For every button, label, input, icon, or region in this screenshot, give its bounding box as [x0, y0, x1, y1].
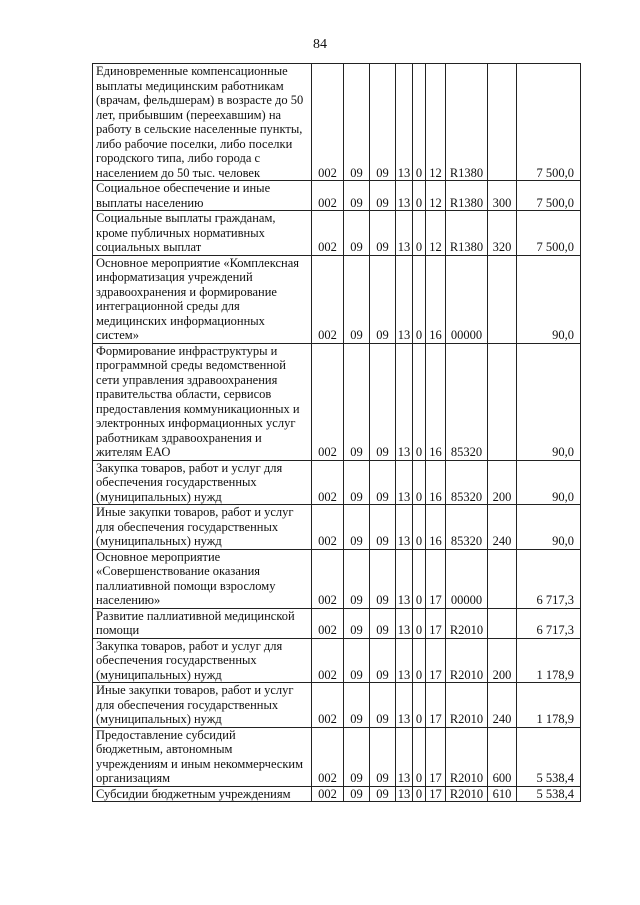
subprogram-code: 0	[413, 608, 426, 638]
subsection-code: 09	[370, 727, 396, 786]
expense-type-code: 600	[488, 727, 517, 786]
section-code: 09	[344, 181, 370, 211]
ministry-code: 002	[312, 683, 344, 728]
table-row	[93, 638, 581, 683]
subsection-code: 09	[370, 608, 396, 638]
subprogram-code: 0	[413, 638, 426, 683]
row-name: Социальные выплаты гражданам, кроме публичных нормативных социальных выплат	[93, 211, 312, 256]
event-code: 17	[426, 727, 446, 786]
program-code: 13	[396, 505, 413, 550]
subsection-code: 09	[370, 505, 396, 550]
event-code: 16	[426, 343, 446, 460]
program-code: 13	[396, 608, 413, 638]
amount: 7 500,0	[517, 211, 581, 256]
subprogram-code: 0	[413, 64, 426, 181]
direction-code: 85320	[446, 343, 488, 460]
subprogram-code: 0	[413, 343, 426, 460]
subsection-code: 09	[370, 343, 396, 460]
subprogram-code: 0	[413, 255, 426, 343]
amount: 5 538,4	[517, 786, 581, 802]
table-row	[93, 683, 581, 728]
expense-type-code	[488, 255, 517, 343]
row-name: Иные закупки товаров, работ и услуг для обеспечения государственных (муниципальных) нужд	[93, 683, 312, 728]
program-code: 13	[396, 683, 413, 728]
event-code: 17	[426, 549, 446, 608]
program-code: 13	[396, 343, 413, 460]
direction-code: R2010	[446, 727, 488, 786]
ministry-code: 002	[312, 211, 344, 256]
expense-type-code	[488, 608, 517, 638]
ministry-code: 002	[312, 549, 344, 608]
section-code: 09	[344, 727, 370, 786]
event-code: 17	[426, 608, 446, 638]
direction-code: 85320	[446, 460, 488, 505]
program-code: 13	[396, 727, 413, 786]
direction-code: R1380	[446, 211, 488, 256]
amount: 1 178,9	[517, 683, 581, 728]
section-code: 09	[344, 549, 370, 608]
event-code: 16	[426, 505, 446, 550]
subprogram-code: 0	[413, 786, 426, 802]
expense-type-code: 320	[488, 211, 517, 256]
direction-code: 00000	[446, 255, 488, 343]
row-name: Закупка товаров, работ и услуг для обеспечения государственных (муниципальных) нужд	[93, 460, 312, 505]
subsection-code: 09	[370, 786, 396, 802]
subsection-code: 09	[370, 460, 396, 505]
section-code: 09	[344, 460, 370, 505]
table-row	[93, 549, 581, 608]
expense-type-code	[488, 343, 517, 460]
ministry-code: 002	[312, 638, 344, 683]
subprogram-code: 0	[413, 181, 426, 211]
subprogram-code: 0	[413, 505, 426, 550]
section-code: 09	[344, 786, 370, 802]
direction-code: R1380	[446, 64, 488, 181]
ministry-code: 002	[312, 181, 344, 211]
program-code: 13	[396, 786, 413, 802]
table-row	[93, 181, 581, 211]
row-name: Социальное обеспечение и иные выплаты населению	[93, 181, 312, 211]
expense-type-code: 200	[488, 460, 517, 505]
amount: 90,0	[517, 460, 581, 505]
table-row	[93, 505, 581, 550]
amount: 1 178,9	[517, 638, 581, 683]
program-code: 13	[396, 255, 413, 343]
section-code: 09	[344, 64, 370, 181]
ministry-code: 002	[312, 727, 344, 786]
direction-code: R1380	[446, 181, 488, 211]
section-code: 09	[344, 255, 370, 343]
program-code: 13	[396, 211, 413, 256]
ministry-code: 002	[312, 460, 344, 505]
table-row	[93, 64, 581, 181]
event-code: 12	[426, 64, 446, 181]
ministry-code: 002	[312, 64, 344, 181]
event-code: 17	[426, 683, 446, 728]
row-name: Формирование инфраструктуры и программной среды ведомственной сети управления здравоохранения правительства области, сервисов предоставления коммуникационных и электронных информационных услуг работникам здравоохранения и жителям ЕАО	[93, 343, 312, 460]
event-code: 12	[426, 211, 446, 256]
direction-code: R2010	[446, 683, 488, 728]
subsection-code: 09	[370, 638, 396, 683]
subsection-code: 09	[370, 64, 396, 181]
row-name: Иные закупки товаров, работ и услуг для обеспечения государственных (муниципальных) нужд	[93, 505, 312, 550]
expense-type-code: 240	[488, 505, 517, 550]
table-row	[93, 608, 581, 638]
expense-type-code: 200	[488, 638, 517, 683]
amount: 90,0	[517, 255, 581, 343]
expense-type-code	[488, 549, 517, 608]
direction-code: R2010	[446, 608, 488, 638]
subsection-code: 09	[370, 211, 396, 256]
direction-code: R2010	[446, 638, 488, 683]
direction-code: 00000	[446, 549, 488, 608]
ministry-code: 002	[312, 786, 344, 802]
subprogram-code: 0	[413, 211, 426, 256]
event-code: 12	[426, 181, 446, 211]
table-row	[93, 460, 581, 505]
amount: 7 500,0	[517, 64, 581, 181]
subprogram-code: 0	[413, 549, 426, 608]
row-name: Единовременные компенсационные выплаты медицинским работникам (врачам, фельдшерам) в возрасте до 50 лет, прибывшим (переехавшим) на работу в сельские населенные пункты, либо рабочие поселки, либо поселки городского типа, либо города с населением до 50 тыс. человек	[93, 64, 312, 181]
row-name: Субсидии бюджетным учреждениям	[93, 786, 312, 802]
subsection-code: 09	[370, 255, 396, 343]
ministry-code: 002	[312, 343, 344, 460]
budget-table	[92, 63, 581, 802]
amount: 5 538,4	[517, 727, 581, 786]
subsection-code: 09	[370, 549, 396, 608]
program-code: 13	[396, 64, 413, 181]
amount: 6 717,3	[517, 549, 581, 608]
table-row	[93, 727, 581, 786]
table-row	[93, 211, 581, 256]
program-code: 13	[396, 549, 413, 608]
section-code: 09	[344, 211, 370, 256]
section-code: 09	[344, 505, 370, 550]
ministry-code: 002	[312, 255, 344, 343]
expense-type-code: 300	[488, 181, 517, 211]
page-number: 84	[313, 37, 327, 52]
event-code: 17	[426, 786, 446, 802]
row-name: Основное мероприятие «Комплексная информатизация учреждений здравоохранения и формирование интеграционной среды для медицинских информационных систем»	[93, 255, 312, 343]
event-code: 17	[426, 638, 446, 683]
table-row	[93, 343, 581, 460]
program-code: 13	[396, 638, 413, 683]
program-code: 13	[396, 460, 413, 505]
expense-type-code: 240	[488, 683, 517, 728]
row-name: Закупка товаров, работ и услуг для обеспечения государственных (муниципальных) нужд	[93, 638, 312, 683]
event-code: 16	[426, 255, 446, 343]
section-code: 09	[344, 683, 370, 728]
subsection-code: 09	[370, 181, 396, 211]
subprogram-code: 0	[413, 683, 426, 728]
row-name: Предоставление субсидий бюджетным, автономным учреждениям и иным некоммерческим организациям	[93, 727, 312, 786]
subprogram-code: 0	[413, 727, 426, 786]
section-code: 09	[344, 343, 370, 460]
row-name: Развитие паллиативной медицинской помощи	[93, 608, 312, 638]
event-code: 16	[426, 460, 446, 505]
amount: 90,0	[517, 505, 581, 550]
subsection-code: 09	[370, 683, 396, 728]
direction-code: R2010	[446, 786, 488, 802]
direction-code: 85320	[446, 505, 488, 550]
subprogram-code: 0	[413, 460, 426, 505]
ministry-code: 002	[312, 608, 344, 638]
amount: 6 717,3	[517, 608, 581, 638]
amount: 90,0	[517, 343, 581, 460]
ministry-code: 002	[312, 505, 344, 550]
section-code: 09	[344, 608, 370, 638]
expense-type-code: 610	[488, 786, 517, 802]
amount: 7 500,0	[517, 181, 581, 211]
table-row	[93, 255, 581, 343]
expense-type-code	[488, 64, 517, 181]
row-name: Основное мероприятие «Совершенствование оказания паллиативной помощи взрослому населению»	[93, 549, 312, 608]
section-code: 09	[344, 638, 370, 683]
program-code: 13	[396, 181, 413, 211]
table-row	[93, 786, 581, 802]
table-body	[93, 64, 581, 802]
